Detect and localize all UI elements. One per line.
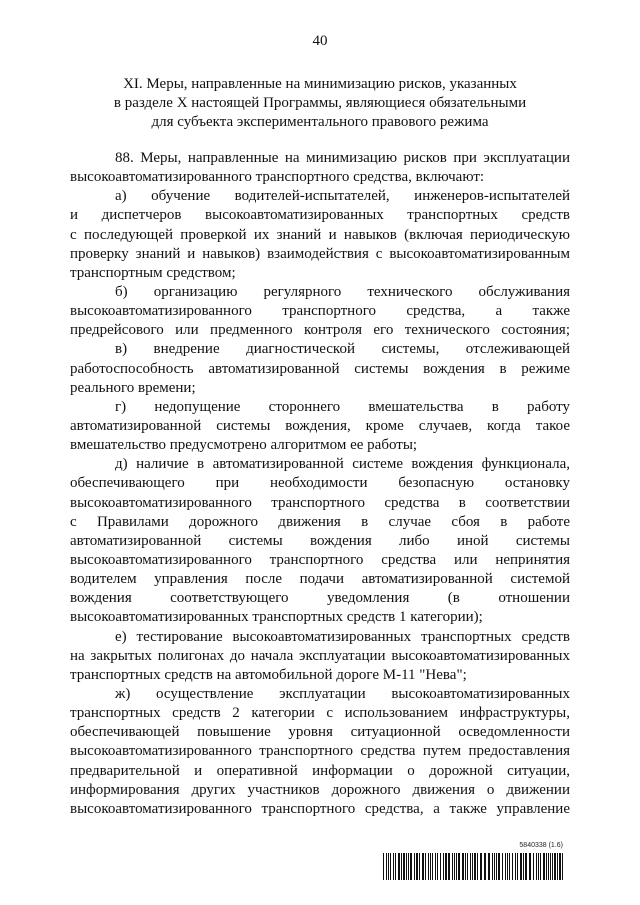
barcode-bar [543, 853, 545, 880]
body-line: на закрытых полигонах до начала эксплуатации высокоавтоматизированных [70, 647, 570, 664]
body-line: предрейсового или предменного контроля его технического состояния; [70, 322, 570, 339]
barcode-bar [467, 853, 468, 880]
barcode-bar [496, 853, 497, 880]
body-line: проверку знаний и навыков) взаимодействия с высокоавтоматизированным [70, 245, 570, 262]
barcode-bar [557, 853, 558, 880]
body-line: е) тестирование высокоавтоматизированных транспортных средств [115, 628, 570, 645]
barcode-bar [533, 853, 534, 880]
barcode-bar [452, 853, 453, 880]
body-line: работоспособность автоматизированной системы вождения в режиме [70, 360, 570, 377]
barcode-bar [393, 853, 394, 880]
barcode-bar [408, 853, 409, 880]
body-line: ж) осуществление эксплуатации высокоавтоматизированных [115, 685, 570, 702]
body-line: высокоавтоматизированных транспортных средств 1 категории); [70, 609, 483, 626]
barcode-bar [419, 853, 420, 880]
barcode-bar [477, 853, 478, 880]
section-heading-line: для субъекта экспериментального правового режима [151, 114, 489, 130]
body-line: д) наличие в автоматизированной системе вождения функционала, [115, 456, 570, 473]
body-line: обеспечивающей повышение уровня ситуационной осведомленности [70, 724, 570, 741]
barcode-bar [445, 853, 447, 880]
body-line: информирования других участников дорожного движения о движении [70, 781, 570, 798]
barcode-bar [554, 853, 556, 880]
barcode-block [383, 842, 563, 882]
section-heading-line: XI. Меры, направленные на минимизацию рисков, указанных [123, 76, 517, 92]
body-line: высокоавтоматизированного транспортного средства путем предоставления [70, 743, 570, 760]
barcode-bar [520, 853, 522, 880]
barcode-bar [440, 853, 441, 880]
barcode-bar [448, 853, 450, 880]
barcode-bar [470, 853, 471, 880]
barcode-bar [552, 853, 553, 880]
body-line: и диспетчеров высокоавтоматизированных транспортных средств [70, 207, 570, 224]
barcode-bar [437, 853, 438, 880]
barcode-number: 5840338 (1.6) [519, 842, 563, 849]
barcode-bar [458, 853, 460, 880]
barcode-bar [498, 853, 500, 880]
body-line: высокоавтоматизированного транспортного средства, включают: [70, 169, 485, 186]
barcode-bar [540, 853, 541, 880]
barcode-bar [517, 853, 518, 880]
body-line: автоматизированной системы вождения либо иной системы [70, 532, 570, 549]
barcode-bar [484, 853, 486, 880]
body-line: вмешательство предусмотрено алгоритмом ее работы; [70, 437, 418, 454]
barcode-bar [398, 853, 400, 880]
barcode-bar [507, 853, 508, 880]
barcode-bar [390, 853, 391, 880]
barcode-bar [509, 853, 510, 880]
barcode-bar [432, 853, 433, 880]
body-line: б) организацию регулярного технического обслуживания [115, 283, 570, 300]
section-heading [70, 75, 570, 132]
barcode-bar [550, 853, 551, 880]
barcode-bar [443, 853, 444, 880]
body-line: а) обучение водителей-испытателей, инженеров-испытателей [115, 188, 570, 205]
barcode-bar [512, 853, 513, 880]
page-number: 40 [312, 33, 328, 49]
barcode-bar [474, 853, 476, 880]
body-line: транспортным средством; [70, 264, 236, 281]
barcode-bar [525, 853, 527, 880]
barcode-bar [386, 853, 387, 880]
barcode-bar [529, 853, 531, 880]
barcode-bar [406, 853, 407, 880]
barcode-bar [425, 853, 426, 880]
barcode-bar [456, 853, 457, 880]
body-line: автоматизированной системы вождения, кроме случаев, когда такое [70, 417, 570, 434]
barcode-bar [388, 853, 389, 880]
body-line: обеспечивающего при необходимости безопасную остановку [70, 475, 570, 492]
barcode-bar [536, 853, 537, 880]
barcode-bar [435, 853, 436, 880]
barcode-bar [383, 853, 384, 880]
body-line: реального времени; [70, 379, 196, 396]
barcode-bar [480, 853, 482, 880]
barcode-bar [515, 853, 516, 880]
barcode-bar [462, 853, 464, 880]
barcode-bar [395, 853, 396, 880]
barcode-bar [422, 853, 424, 880]
barcode-bar [428, 853, 429, 880]
body-line: г) недопущение стороннего вмешательства в работу [115, 398, 570, 415]
barcode-image [383, 853, 563, 880]
body-line: 88. Меры, направленные на минимизацию рисков при эксплуатации [115, 150, 570, 166]
barcode-bar [488, 853, 490, 880]
barcode-bar [562, 853, 563, 880]
body-line: водителем управления после подачи автоматизированной системой [70, 571, 570, 588]
barcode-bar [465, 853, 466, 880]
barcode-bar [559, 853, 561, 880]
body-line: в) внедрение диагностической системы, отслеживающей [115, 341, 570, 358]
body-line: высокоавтоматизированного транспортного средства или непринятия [70, 551, 570, 568]
barcode-bar [416, 853, 418, 880]
body-line: предварительной и оперативной информации о дорожной ситуации, [70, 762, 570, 779]
barcode-bar [505, 853, 506, 880]
body-line: транспортных средств на автомобильной дороге М-11 "Нева"; [70, 666, 467, 683]
body-line: с Правилами дорожного движения в случае сбоя в работе [70, 513, 570, 530]
barcode-bar [454, 853, 455, 880]
barcode-bar [472, 853, 473, 880]
barcode-bar [502, 853, 503, 880]
body-line: высокоавтоматизированного транспортного средства, а также управление [70, 800, 570, 817]
section-heading-line: в разделе X настоящей Программы, являющиеся обязательными [113, 95, 527, 111]
barcode-bar [523, 853, 524, 880]
barcode-bar [430, 853, 431, 880]
body-line: вождения соответствующего уведомления (в отношении [70, 590, 570, 607]
barcode-bar [401, 853, 402, 880]
body-line: высокоавтоматизированного транспортного средства, а также [70, 303, 570, 320]
body-text [70, 149, 570, 819]
body-line: высокоавтоматизированного транспортного средства в соответствии [70, 494, 570, 511]
barcode-bar [494, 853, 495, 880]
barcode-bar [403, 853, 405, 880]
body-line: транспортных средств 2 категории с использованием инфраструктуры, [70, 705, 570, 722]
barcode-bar [548, 853, 549, 880]
barcode-bar [538, 853, 539, 880]
body-line: с последующей проверкой их знаний и навыков (включая периодическую [70, 226, 570, 243]
barcode-bar [410, 853, 412, 880]
barcode-bar [492, 853, 493, 880]
barcode-bar [414, 853, 415, 880]
barcode-bar [546, 853, 547, 880]
